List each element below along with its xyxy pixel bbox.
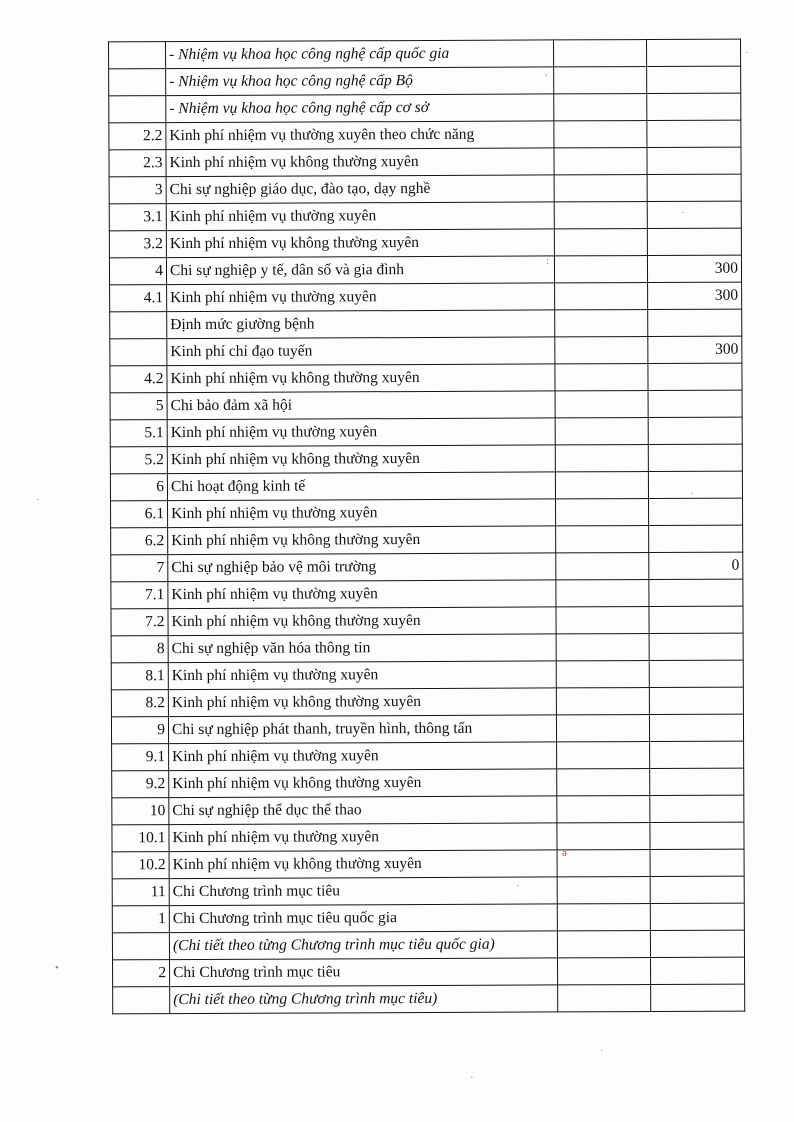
row-label: Chi Chương trình mục tiêu <box>169 877 557 906</box>
row-label: Định mức giường bệnh <box>167 310 555 339</box>
row-value-1 <box>554 229 647 256</box>
table-row <box>111 660 743 690</box>
row-label: Kinh phí nhiệm vụ không thường xuyên <box>166 229 554 258</box>
row-value-2 <box>647 201 741 228</box>
row-label: Kinh phí nhiệm vụ thường xuyên <box>168 661 556 690</box>
row-code: 8.1 <box>111 663 168 690</box>
row-code: 4.2 <box>110 366 167 393</box>
row-label: Kinh phí nhiệm vụ thường xuyên <box>167 283 555 312</box>
table-row <box>109 93 741 123</box>
row-value-2 <box>647 228 741 255</box>
scan-artifact: · <box>681 207 685 219</box>
row-value-1 <box>555 310 648 337</box>
row-label: Kinh phí nhiệm vụ thường xuyên <box>168 580 556 609</box>
row-value-1 <box>554 202 647 229</box>
row-label: Chi sự nghiệp thể dục thể thao <box>169 796 557 825</box>
table-row <box>110 390 742 420</box>
scan-artifact: · <box>690 488 694 500</box>
row-value-2 <box>648 363 742 390</box>
row-value-1 <box>555 445 648 472</box>
row-value-1 <box>556 526 649 553</box>
row-value-2 <box>647 147 741 174</box>
row-code: 7.1 <box>111 582 168 609</box>
row-code: 7.2 <box>111 609 168 636</box>
row-value-2 <box>649 714 743 741</box>
table-row <box>111 606 743 636</box>
row-value-1 <box>556 499 649 526</box>
row-value-1 <box>556 715 649 742</box>
row-value-2 <box>648 417 742 444</box>
row-code: 7 <box>111 555 168 582</box>
row-code: 11 <box>112 879 169 906</box>
scan-artifact: ' <box>545 72 547 84</box>
table-row <box>110 417 742 447</box>
row-value-2 <box>649 525 743 552</box>
row-code: 9.2 <box>112 771 169 798</box>
row-code: 8.2 <box>111 690 168 717</box>
row-code: 2.3 <box>109 150 166 177</box>
row-value-1 <box>556 688 649 715</box>
row-label: Chi sự nghiệp giáo dục, đào tạo, dạy nghề <box>166 175 554 204</box>
table-row <box>109 228 741 258</box>
row-value-1 <box>555 391 648 418</box>
table-row <box>111 552 743 582</box>
table-row <box>109 255 741 285</box>
row-value-2 <box>649 606 743 633</box>
row-code <box>109 42 166 69</box>
row-value-2 <box>650 930 744 957</box>
table-row <box>112 930 744 960</box>
row-value-1 <box>556 553 649 580</box>
table-row <box>109 39 741 69</box>
table-row <box>109 120 741 150</box>
row-label: Kinh phí nhiệm vụ thường xuyên theo chức năng <box>166 121 554 150</box>
row-value-2 <box>647 93 741 120</box>
row-value-1 <box>557 931 650 958</box>
row-value-1 <box>557 742 650 769</box>
table-row <box>111 525 743 555</box>
row-value-2: 300 <box>648 282 742 309</box>
table-row <box>113 957 745 987</box>
row-code <box>110 339 167 366</box>
row-code: 5.2 <box>110 447 167 474</box>
budget-table <box>108 39 745 1015</box>
row-value-2: 300 <box>648 336 742 363</box>
row-value-1 <box>556 607 649 634</box>
scan-artifact-red: ə <box>562 847 567 859</box>
row-value-1 <box>557 823 650 850</box>
row-value-2 <box>648 444 742 471</box>
row-code: 1 <box>112 906 169 933</box>
row-code <box>113 987 170 1014</box>
row-value-1 <box>554 121 647 148</box>
row-code: 6.1 <box>111 501 168 528</box>
row-code <box>109 69 166 96</box>
row-code <box>112 933 169 960</box>
row-code: 3 <box>109 177 166 204</box>
row-label: Chi sự nghiệp văn hóa thông tin <box>168 634 556 663</box>
row-value-1 <box>554 67 647 94</box>
row-value-2 <box>647 66 741 93</box>
row-value-2 <box>650 741 744 768</box>
row-value-1 <box>554 94 647 121</box>
budget-table-body <box>109 39 745 1014</box>
row-value-1 <box>557 904 650 931</box>
row-value-2 <box>651 984 745 1011</box>
row-code: 9.1 <box>112 744 169 771</box>
row-label: Chi bảo đảm xã hội <box>167 391 555 420</box>
row-value-1 <box>554 148 647 175</box>
table-row <box>111 579 743 609</box>
row-value-2 <box>649 498 743 525</box>
row-code <box>110 312 167 339</box>
table-row <box>109 66 741 96</box>
row-label: Kinh phí nhiệm vụ không thường xuyên <box>167 364 555 393</box>
row-value-1 <box>556 661 649 688</box>
scan-artifact: · <box>745 47 749 59</box>
row-value-2 <box>650 876 744 903</box>
budget-table-container <box>108 39 744 1015</box>
table-row <box>109 147 741 177</box>
row-value-1 <box>557 769 650 796</box>
scan-artifact: · <box>36 494 40 506</box>
table-row <box>110 363 742 393</box>
row-label: (Chi tiết theo từng Chương trình mục tiêu) <box>170 985 558 1014</box>
row-code: 3.1 <box>109 204 166 231</box>
row-label: Chi sự nghiệp phát thanh, truyền hình, thông tấn <box>168 715 556 744</box>
row-code: 10.1 <box>112 825 169 852</box>
scan-artifact: : <box>546 255 550 267</box>
row-code: 6.2 <box>111 528 168 555</box>
table-row <box>112 876 744 906</box>
row-label: (Chi tiết theo từng Chương trình mục tiêu quốc gia) <box>169 931 557 960</box>
scan-artifact: · <box>600 1045 604 1057</box>
row-value-2 <box>647 39 741 66</box>
scan-artifact: • <box>55 962 59 974</box>
row-label: Kinh phí nhiệm vụ không thường xuyên <box>169 850 557 879</box>
row-code: 4 <box>109 258 166 285</box>
row-value-2 <box>648 390 742 417</box>
row-label: Kinh phí nhiệm vụ không thường xuyên <box>168 607 556 636</box>
table-row <box>112 849 744 879</box>
row-value-1 <box>554 40 647 67</box>
table-row <box>112 741 744 771</box>
row-code: 9 <box>111 717 168 744</box>
row-value-1 <box>555 364 648 391</box>
table-row <box>110 336 742 366</box>
row-label: Kinh phí nhiệm vụ thường xuyên <box>169 742 557 771</box>
row-value-1 <box>557 796 650 823</box>
row-value-2 <box>647 174 741 201</box>
table-row <box>113 984 745 1014</box>
row-label: Kinh phí nhiệm vụ thường xuyên <box>168 499 556 528</box>
row-code: 5 <box>110 393 167 420</box>
row-value-1 <box>554 256 647 283</box>
table-row <box>112 768 744 798</box>
row-label: Kinh phí nhiệm vụ không thường xuyên <box>167 445 555 474</box>
table-row <box>109 201 741 231</box>
table-row <box>109 174 741 204</box>
row-value-2 <box>651 957 745 984</box>
row-label: Kinh phí nhiệm vụ không thường xuyên <box>168 688 556 717</box>
row-label: Chi hoạt động kinh tế <box>167 472 555 501</box>
row-value-2 <box>650 822 744 849</box>
row-value-1 <box>557 850 650 877</box>
row-label: Kinh phí nhiệm vụ thường xuyên <box>169 823 557 852</box>
row-value-2 <box>648 471 742 498</box>
row-value-2 <box>649 633 743 660</box>
row-code: 2 <box>113 960 170 987</box>
row-label: Kinh phí nhiệm vụ không thường xuyên <box>166 148 554 177</box>
table-row <box>112 903 744 933</box>
table-row <box>111 498 743 528</box>
row-label: Kinh phí nhiệm vụ không thường xuyên <box>168 526 556 555</box>
row-code: 8 <box>111 636 168 663</box>
row-value-1 <box>555 283 648 310</box>
row-value-2 <box>649 687 743 714</box>
row-code: 5.1 <box>110 420 167 447</box>
row-label: Kinh phí nhiệm vụ thường xuyên <box>166 202 554 231</box>
table-row <box>110 444 742 474</box>
row-value-1 <box>554 175 647 202</box>
row-value-2 <box>649 660 743 687</box>
row-value-1 <box>555 418 648 445</box>
row-code <box>109 96 166 123</box>
row-code: 4.1 <box>110 285 167 312</box>
row-label: Chi Chương trình mục tiêu <box>170 958 558 987</box>
row-label: Chi sự nghiệp bảo vệ môi trường <box>168 553 556 582</box>
table-row <box>111 633 743 663</box>
table-row <box>110 471 742 501</box>
row-value-2 <box>650 795 744 822</box>
row-value-2 <box>650 903 744 930</box>
row-value-2 <box>648 309 742 336</box>
row-value-2 <box>647 120 741 147</box>
row-value-2 <box>650 768 744 795</box>
table-row <box>112 795 744 825</box>
row-code: 6 <box>110 474 167 501</box>
row-label: Kinh phí nhiệm vụ thường xuyên <box>167 418 555 447</box>
row-value-2: 300 <box>647 255 741 282</box>
row-code: 10.2 <box>112 852 169 879</box>
scan-faint-text <box>330 1000 334 1016</box>
row-label: - Nhiệm vụ khoa học công nghệ cấp quốc gia <box>166 40 554 69</box>
row-value-1 <box>555 337 648 364</box>
row-value-2: 0 <box>649 552 743 579</box>
row-label: Kinh phí chỉ đạo tuyến <box>167 337 555 366</box>
row-value-1 <box>558 958 651 985</box>
row-code: 10 <box>112 798 169 825</box>
table-row <box>111 714 743 744</box>
row-code: 2.2 <box>109 123 166 150</box>
scan-artifact: · <box>516 880 520 892</box>
row-label: - Nhiệm vụ khoa học công nghệ cấp Bộ <box>166 67 554 96</box>
row-label: Kinh phí nhiệm vụ không thường xuyên <box>169 769 557 798</box>
table-row <box>110 282 742 312</box>
row-label: Chi sự nghiệp y tế, dân số và gia đình <box>166 256 554 285</box>
row-value-1 <box>556 580 649 607</box>
row-code: 3.2 <box>109 231 166 258</box>
row-value-2 <box>649 579 743 606</box>
row-value-1 <box>555 472 648 499</box>
row-value-1 <box>558 985 651 1012</box>
row-value-2 <box>650 849 744 876</box>
row-label: Chi Chương trình mục tiêu quốc gia <box>169 904 557 933</box>
table-row <box>110 309 742 339</box>
table-row <box>112 822 744 852</box>
row-value-1 <box>557 877 650 904</box>
table-row <box>111 687 743 717</box>
row-value-1 <box>556 634 649 661</box>
row-label: - Nhiệm vụ khoa học công nghệ cấp cơ sở <box>166 94 554 123</box>
scan-artifact: · <box>470 1072 474 1084</box>
